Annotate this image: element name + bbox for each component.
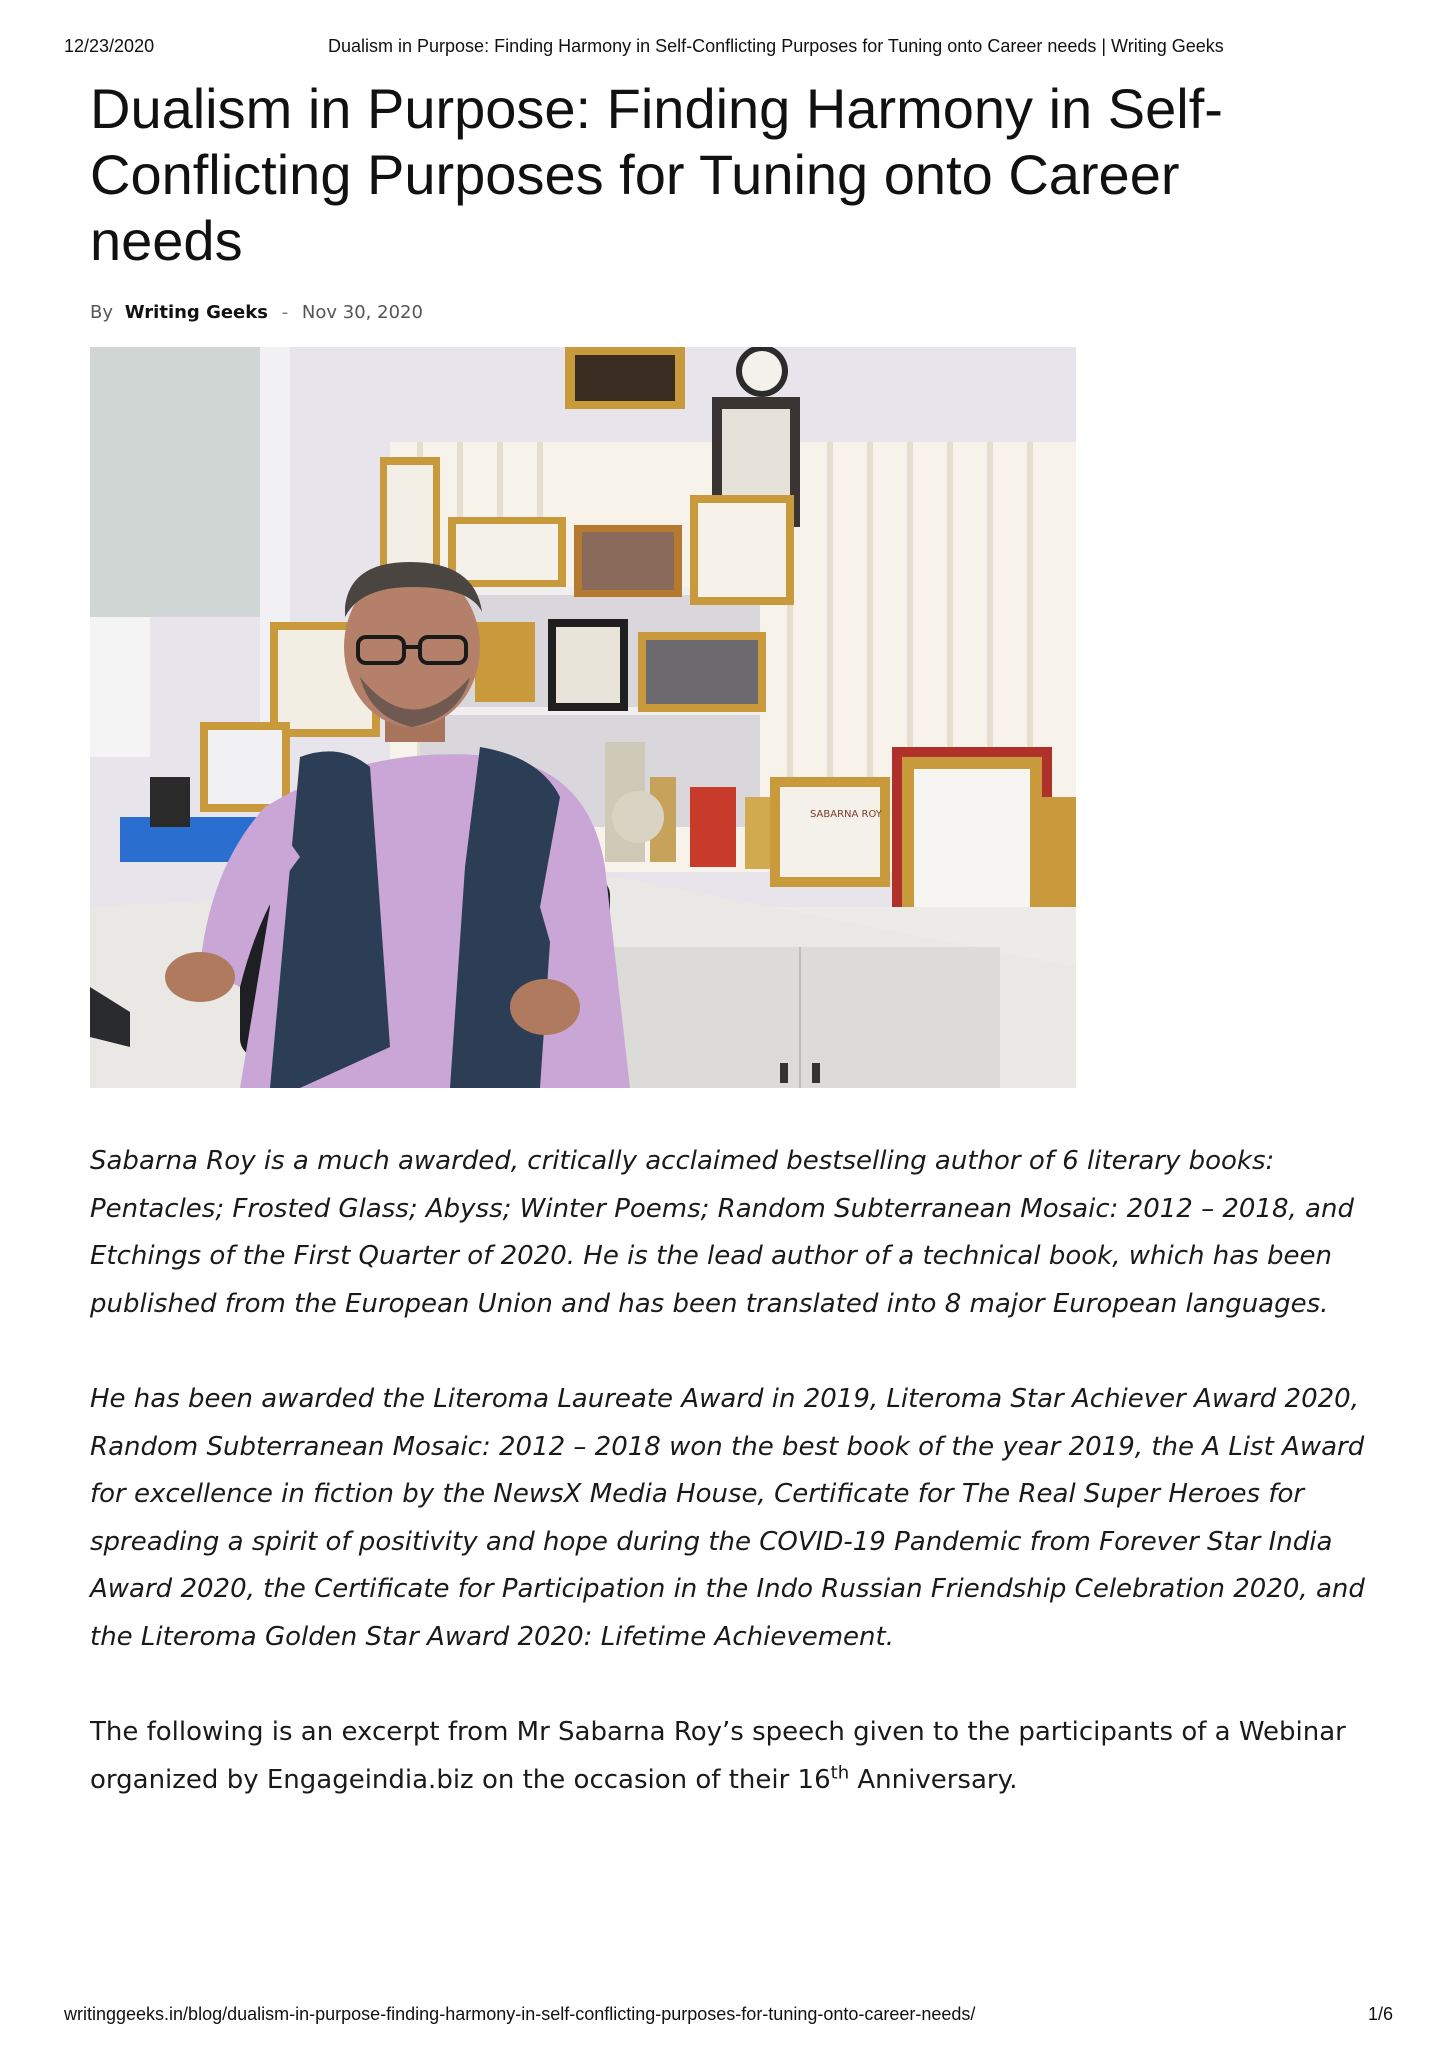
paragraph-3 [90, 1709, 1380, 1804]
photo-nameplate: SABARNA ROY [810, 809, 882, 820]
article-photo [90, 347, 1076, 1088]
article [90, 76, 1380, 1852]
article-body [90, 1138, 1380, 1804]
byline-separator: - [281, 302, 289, 323]
paragraph-1: Sabarna Roy is a much awarded, critically acclaimed bestselling author of 6 literary books: Pentacles; Frosted Glass; Abyss; Winter Poems; Random Subterranean Mosaic: 2012 – 2018, and Etchings of the First Quarter of 2020. He is the lead author of a technical book, which has been published from the European Union and has been translated into 8 major European languages. [90, 1146, 1354, 1319]
print-header [0, 36, 1447, 60]
print-doc-title: Dualism in Purpose: Finding Harmony in Self-Conflicting Purposes for Tuning onto Career needs | Writing Geeks [328, 36, 1224, 56]
print-url: writinggeeks.in/blog/dualism-in-purpose-finding-harmony-in-self-conflicting-purposes-for-tuning-onto-career-needs/ [64, 2004, 976, 2024]
byline-author-link[interactable]: Writing Geeks [124, 302, 268, 323]
paragraph-3-superscript: th [830, 1761, 850, 1783]
article-title: Dualism in Purpose: Finding Harmony in Self-Conflicting Purposes for Tuning onto Career needs [90, 77, 1223, 272]
paragraph-3-text: The following is an excerpt from Mr Sabarna Roy’s speech given to the participants of a Webinar organized by Engageindia.biz on the occasion of their 16 [90, 1717, 1346, 1795]
byline-date: Nov 30, 2020 [301, 302, 423, 323]
print-page-number: 1/6 [1367, 2004, 1393, 2024]
byline [90, 300, 1380, 326]
paragraph-2: He has been awarded the Literoma Laureate Award in 2019, Literoma Star Achiever Award 2020, Random Subterranean Mosaic: 2012 – 2018 won the best book of the year 2019, the A List Award for excellence in fiction by the NewsX Media House, Certificate for The Real Super Heroes for spreading a spirit of positivity and hope during the COVID-19 Pandemic from Forever Star India Award 2020, the Certificate for Participation in the Indo Russian Friendship Celebration 2020, and the Literoma Golden Star Award 2020: Lifetime Achievement. [90, 1384, 1365, 1652]
byline-by: By [90, 302, 114, 323]
print-date: 12/23/2020 [64, 36, 155, 56]
paragraph-3-tail: Anniversary. [849, 1764, 1018, 1795]
print-footer [0, 2004, 1447, 2028]
